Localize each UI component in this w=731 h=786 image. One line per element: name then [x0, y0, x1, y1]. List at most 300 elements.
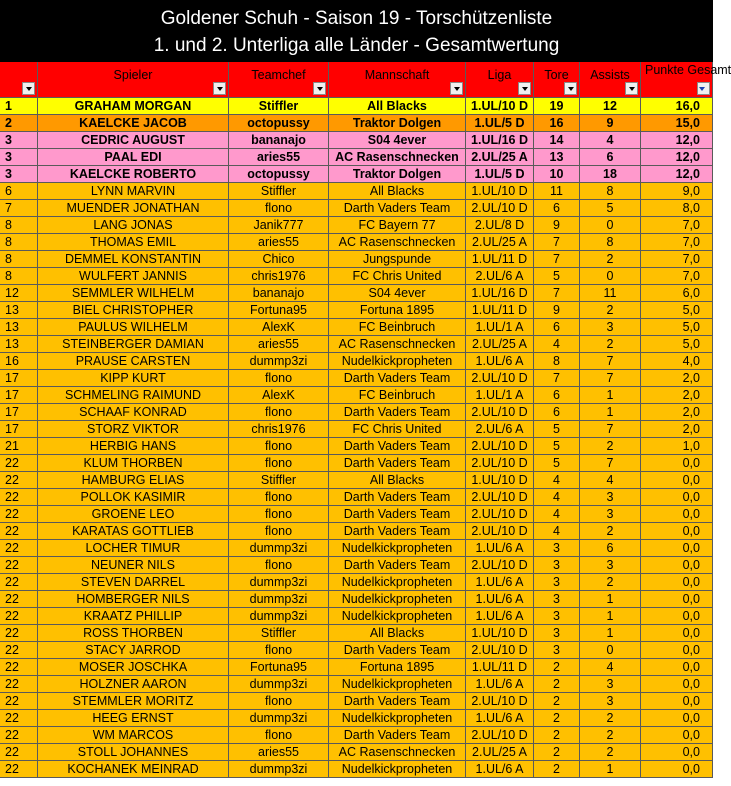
- cell-punkte[interactable]: 7,0: [641, 217, 713, 234]
- cell-assists[interactable]: 7: [580, 421, 641, 438]
- table-row[interactable]: [0, 268, 713, 285]
- cell-assists[interactable]: 1: [580, 608, 641, 625]
- cell-liga[interactable]: 1.UL/16 D: [466, 132, 534, 149]
- cell-assists[interactable]: 2: [580, 523, 641, 540]
- cell-tore[interactable]: 14: [534, 132, 580, 149]
- cell-teamchef[interactable]: aries55: [229, 149, 329, 166]
- cell-mannschaft[interactable]: Darth Vaders Team: [329, 523, 466, 540]
- cell-teamchef[interactable]: dummp3zi: [229, 540, 329, 557]
- cell-spieler[interactable]: NEUNER NILS: [38, 557, 229, 574]
- table-row[interactable]: [0, 387, 713, 404]
- cell-mannschaft[interactable]: Traktor Dolgen: [329, 166, 466, 183]
- cell-teamchef[interactable]: aries55: [229, 234, 329, 251]
- cell-punkte[interactable]: 0,0: [641, 676, 713, 693]
- header-rank[interactable]: [0, 62, 38, 98]
- dropdown-arrow-icon[interactable]: [564, 82, 577, 95]
- cell-spieler[interactable]: SCHMELING RAIMUND: [38, 387, 229, 404]
- cell-mannschaft[interactable]: AC Rasenschnecken: [329, 744, 466, 761]
- table-row[interactable]: [0, 319, 713, 336]
- cell-tore[interactable]: 9: [534, 217, 580, 234]
- table-row[interactable]: [0, 676, 713, 693]
- cell-punkte[interactable]: 8,0: [641, 200, 713, 217]
- cell-rank[interactable]: 22: [0, 557, 38, 574]
- cell-rank[interactable]: 22: [0, 489, 38, 506]
- cell-liga[interactable]: 1.UL/6 A: [466, 761, 534, 778]
- cell-tore[interactable]: 9: [534, 302, 580, 319]
- cell-rank[interactable]: 22: [0, 625, 38, 642]
- cell-spieler[interactable]: DEMMEL KONSTANTIN: [38, 251, 229, 268]
- cell-punkte[interactable]: 0,0: [641, 489, 713, 506]
- cell-rank[interactable]: 17: [0, 387, 38, 404]
- cell-tore[interactable]: 5: [534, 438, 580, 455]
- cell-mannschaft[interactable]: Jungspunde: [329, 251, 466, 268]
- cell-mannschaft[interactable]: Nudelkickpropheten: [329, 591, 466, 608]
- cell-rank[interactable]: 22: [0, 574, 38, 591]
- cell-mannschaft[interactable]: All Blacks: [329, 625, 466, 642]
- cell-mannschaft[interactable]: Nudelkickpropheten: [329, 676, 466, 693]
- cell-teamchef[interactable]: Janik777: [229, 217, 329, 234]
- cell-rank[interactable]: 22: [0, 744, 38, 761]
- cell-spieler[interactable]: ROSS THORBEN: [38, 625, 229, 642]
- cell-spieler[interactable]: HOLZNER AARON: [38, 676, 229, 693]
- cell-spieler[interactable]: KOCHANEK MEINRAD: [38, 761, 229, 778]
- cell-mannschaft[interactable]: AC Rasenschnecken: [329, 149, 466, 166]
- cell-liga[interactable]: 2.UL/10 D: [466, 455, 534, 472]
- cell-punkte[interactable]: 0,0: [641, 642, 713, 659]
- cell-liga[interactable]: 2.UL/10 D: [466, 489, 534, 506]
- cell-teamchef[interactable]: flono: [229, 438, 329, 455]
- cell-spieler[interactable]: WM MARCOS: [38, 727, 229, 744]
- cell-tore[interactable]: 4: [534, 336, 580, 353]
- cell-spieler[interactable]: PRAUSE CARSTEN: [38, 353, 229, 370]
- cell-spieler[interactable]: PAAL EDI: [38, 149, 229, 166]
- cell-teamchef[interactable]: dummp3zi: [229, 353, 329, 370]
- cell-liga[interactable]: 2.UL/25 A: [466, 149, 534, 166]
- cell-spieler[interactable]: KIPP KURT: [38, 370, 229, 387]
- cell-teamchef[interactable]: flono: [229, 370, 329, 387]
- cell-liga[interactable]: 2.UL/6 A: [466, 421, 534, 438]
- cell-punkte[interactable]: 0,0: [641, 591, 713, 608]
- cell-mannschaft[interactable]: AC Rasenschnecken: [329, 336, 466, 353]
- cell-spieler[interactable]: KLUM THORBEN: [38, 455, 229, 472]
- cell-assists[interactable]: 0: [580, 642, 641, 659]
- cell-assists[interactable]: 1: [580, 591, 641, 608]
- cell-punkte[interactable]: 0,0: [641, 659, 713, 676]
- cell-assists[interactable]: 2: [580, 574, 641, 591]
- cell-liga[interactable]: 1.UL/6 A: [466, 591, 534, 608]
- cell-tore[interactable]: 13: [534, 149, 580, 166]
- cell-rank[interactable]: 22: [0, 591, 38, 608]
- cell-liga[interactable]: 1.UL/11 D: [466, 659, 534, 676]
- cell-assists[interactable]: 1: [580, 625, 641, 642]
- cell-spieler[interactable]: STACY JARROD: [38, 642, 229, 659]
- cell-assists[interactable]: 12: [580, 98, 641, 115]
- cell-teamchef[interactable]: chris1976: [229, 268, 329, 285]
- cell-tore[interactable]: 8: [534, 353, 580, 370]
- cell-rank[interactable]: 8: [0, 234, 38, 251]
- header-punkte-gesamt[interactable]: Punkte Gesamt: [641, 62, 713, 98]
- table-row[interactable]: [0, 421, 713, 438]
- cell-tore[interactable]: 5: [534, 268, 580, 285]
- cell-spieler[interactable]: POLLOK KASIMIR: [38, 489, 229, 506]
- header-teamchef[interactable]: Teamchef: [229, 62, 329, 98]
- cell-punkte[interactable]: 0,0: [641, 625, 713, 642]
- cell-spieler[interactable]: KAELCKE ROBERTO: [38, 166, 229, 183]
- cell-liga[interactable]: 1.UL/11 D: [466, 251, 534, 268]
- cell-assists[interactable]: 7: [580, 353, 641, 370]
- cell-punkte[interactable]: 0,0: [641, 506, 713, 523]
- cell-rank[interactable]: 22: [0, 506, 38, 523]
- table-row[interactable]: [0, 608, 713, 625]
- cell-teamchef[interactable]: flono: [229, 523, 329, 540]
- cell-assists[interactable]: 2: [580, 251, 641, 268]
- cell-punkte[interactable]: 0,0: [641, 472, 713, 489]
- cell-spieler[interactable]: KRAATZ PHILLIP: [38, 608, 229, 625]
- cell-mannschaft[interactable]: Nudelkickpropheten: [329, 710, 466, 727]
- cell-assists[interactable]: 5: [580, 200, 641, 217]
- table-row[interactable]: [0, 761, 713, 778]
- cell-assists[interactable]: 4: [580, 472, 641, 489]
- table-row[interactable]: [0, 625, 713, 642]
- dropdown-arrow-icon[interactable]: [213, 82, 226, 95]
- cell-rank[interactable]: 8: [0, 268, 38, 285]
- cell-rank[interactable]: 17: [0, 421, 38, 438]
- cell-mannschaft[interactable]: FC Bayern 77: [329, 217, 466, 234]
- cell-liga[interactable]: 2.UL/8 D: [466, 217, 534, 234]
- cell-teamchef[interactable]: dummp3zi: [229, 761, 329, 778]
- cell-teamchef[interactable]: chris1976: [229, 421, 329, 438]
- cell-tore[interactable]: 2: [534, 659, 580, 676]
- cell-mannschaft[interactable]: Darth Vaders Team: [329, 727, 466, 744]
- cell-teamchef[interactable]: AlexK: [229, 387, 329, 404]
- cell-teamchef[interactable]: flono: [229, 642, 329, 659]
- header-mannschaft[interactable]: Mannschaft: [329, 62, 466, 98]
- cell-tore[interactable]: 5: [534, 455, 580, 472]
- cell-liga[interactable]: 2.UL/25 A: [466, 234, 534, 251]
- cell-punkte[interactable]: 7,0: [641, 251, 713, 268]
- cell-rank[interactable]: 22: [0, 659, 38, 676]
- header-tore[interactable]: Tore: [534, 62, 580, 98]
- cell-spieler[interactable]: STORZ VIKTOR: [38, 421, 229, 438]
- cell-tore[interactable]: 4: [534, 523, 580, 540]
- cell-rank[interactable]: 22: [0, 727, 38, 744]
- cell-tore[interactable]: 7: [534, 370, 580, 387]
- cell-rank[interactable]: 22: [0, 608, 38, 625]
- cell-assists[interactable]: 7: [580, 370, 641, 387]
- table-row[interactable]: [0, 642, 713, 659]
- cell-liga[interactable]: 1.UL/1 A: [466, 319, 534, 336]
- cell-mannschaft[interactable]: All Blacks: [329, 183, 466, 200]
- cell-teamchef[interactable]: flono: [229, 693, 329, 710]
- cell-liga[interactable]: 1.UL/6 A: [466, 676, 534, 693]
- cell-mannschaft[interactable]: Darth Vaders Team: [329, 200, 466, 217]
- cell-rank[interactable]: 2: [0, 115, 38, 132]
- cell-liga[interactable]: 2.UL/10 D: [466, 642, 534, 659]
- cell-punkte[interactable]: 0,0: [641, 557, 713, 574]
- cell-tore[interactable]: 2: [534, 761, 580, 778]
- cell-rank[interactable]: 22: [0, 693, 38, 710]
- cell-tore[interactable]: 16: [534, 115, 580, 132]
- cell-mannschaft[interactable]: Nudelkickpropheten: [329, 608, 466, 625]
- table-row[interactable]: [0, 404, 713, 421]
- cell-mannschaft[interactable]: Nudelkickpropheten: [329, 353, 466, 370]
- table-row[interactable]: [0, 370, 713, 387]
- cell-tore[interactable]: 2: [534, 693, 580, 710]
- cell-rank[interactable]: 12: [0, 285, 38, 302]
- cell-spieler[interactable]: STEINBERGER DAMIAN: [38, 336, 229, 353]
- cell-mannschaft[interactable]: Darth Vaders Team: [329, 489, 466, 506]
- cell-mannschaft[interactable]: S04 4ever: [329, 132, 466, 149]
- cell-punkte[interactable]: 2,0: [641, 404, 713, 421]
- cell-punkte[interactable]: 7,0: [641, 268, 713, 285]
- cell-teamchef[interactable]: flono: [229, 489, 329, 506]
- cell-teamchef[interactable]: octopussy: [229, 115, 329, 132]
- cell-rank[interactable]: 22: [0, 523, 38, 540]
- cell-punkte[interactable]: 0,0: [641, 574, 713, 591]
- cell-teamchef[interactable]: dummp3zi: [229, 574, 329, 591]
- cell-spieler[interactable]: LANG JONAS: [38, 217, 229, 234]
- cell-tore[interactable]: 4: [534, 489, 580, 506]
- cell-rank[interactable]: 8: [0, 217, 38, 234]
- cell-spieler[interactable]: CEDRIC AUGUST: [38, 132, 229, 149]
- cell-punkte[interactable]: 0,0: [641, 693, 713, 710]
- cell-punkte[interactable]: 0,0: [641, 523, 713, 540]
- cell-teamchef[interactable]: Chico: [229, 251, 329, 268]
- cell-liga[interactable]: 2.UL/10 D: [466, 523, 534, 540]
- cell-assists[interactable]: 1: [580, 761, 641, 778]
- cell-punkte[interactable]: 9,0: [641, 183, 713, 200]
- cell-mannschaft[interactable]: Fortuna 1895: [329, 302, 466, 319]
- cell-tore[interactable]: 4: [534, 472, 580, 489]
- cell-teamchef[interactable]: dummp3zi: [229, 591, 329, 608]
- cell-tore[interactable]: 6: [534, 404, 580, 421]
- cell-assists[interactable]: 6: [580, 540, 641, 557]
- cell-tore[interactable]: 3: [534, 540, 580, 557]
- cell-assists[interactable]: 3: [580, 319, 641, 336]
- cell-tore[interactable]: 3: [534, 642, 580, 659]
- cell-assists[interactable]: 7: [580, 455, 641, 472]
- cell-assists[interactable]: 2: [580, 710, 641, 727]
- cell-spieler[interactable]: STOLL JOHANNES: [38, 744, 229, 761]
- cell-punkte[interactable]: 2,0: [641, 370, 713, 387]
- table-row[interactable]: [0, 115, 713, 132]
- cell-punkte[interactable]: 6,0: [641, 285, 713, 302]
- sort-descending-icon[interactable]: [697, 82, 710, 95]
- table-row[interactable]: [0, 353, 713, 370]
- cell-tore[interactable]: 4: [534, 506, 580, 523]
- cell-spieler[interactable]: SEMMLER WILHELM: [38, 285, 229, 302]
- cell-rank[interactable]: 1: [0, 98, 38, 115]
- cell-teamchef[interactable]: aries55: [229, 744, 329, 761]
- cell-assists[interactable]: 9: [580, 115, 641, 132]
- cell-liga[interactable]: 1.UL/10 D: [466, 183, 534, 200]
- cell-spieler[interactable]: HEEG ERNST: [38, 710, 229, 727]
- cell-rank[interactable]: 13: [0, 302, 38, 319]
- table-row[interactable]: [0, 489, 713, 506]
- cell-tore[interactable]: 6: [534, 319, 580, 336]
- table-row[interactable]: [0, 183, 713, 200]
- cell-teamchef[interactable]: AlexK: [229, 319, 329, 336]
- cell-mannschaft[interactable]: All Blacks: [329, 472, 466, 489]
- table-row[interactable]: [0, 251, 713, 268]
- table-row[interactable]: [0, 336, 713, 353]
- cell-spieler[interactable]: STEVEN DARREL: [38, 574, 229, 591]
- cell-assists[interactable]: 4: [580, 659, 641, 676]
- cell-liga[interactable]: 1.UL/10 D: [466, 625, 534, 642]
- cell-mannschaft[interactable]: Darth Vaders Team: [329, 642, 466, 659]
- cell-teamchef[interactable]: Stiffler: [229, 98, 329, 115]
- cell-spieler[interactable]: WULFERT JANNIS: [38, 268, 229, 285]
- cell-rank[interactable]: 22: [0, 472, 38, 489]
- cell-liga[interactable]: 1.UL/10 D: [466, 472, 534, 489]
- dropdown-arrow-icon[interactable]: [313, 82, 326, 95]
- cell-teamchef[interactable]: bananajo: [229, 285, 329, 302]
- cell-mannschaft[interactable]: Darth Vaders Team: [329, 370, 466, 387]
- cell-mannschaft[interactable]: Darth Vaders Team: [329, 455, 466, 472]
- cell-tore[interactable]: 2: [534, 676, 580, 693]
- cell-teamchef[interactable]: dummp3zi: [229, 676, 329, 693]
- cell-liga[interactable]: 1.UL/6 A: [466, 608, 534, 625]
- cell-assists[interactable]: 1: [580, 387, 641, 404]
- cell-rank[interactable]: 21: [0, 438, 38, 455]
- table-row[interactable]: [0, 540, 713, 557]
- cell-spieler[interactable]: MOSER JOSCHKA: [38, 659, 229, 676]
- cell-spieler[interactable]: STEMMLER MORITZ: [38, 693, 229, 710]
- cell-spieler[interactable]: GROENE LEO: [38, 506, 229, 523]
- table-row[interactable]: [0, 166, 713, 183]
- cell-spieler[interactable]: KAELCKE JACOB: [38, 115, 229, 132]
- cell-rank[interactable]: 3: [0, 149, 38, 166]
- cell-liga[interactable]: 1.UL/5 D: [466, 166, 534, 183]
- cell-tore[interactable]: 3: [534, 591, 580, 608]
- dropdown-arrow-icon[interactable]: [518, 82, 531, 95]
- cell-tore[interactable]: 7: [534, 251, 580, 268]
- cell-spieler[interactable]: GRAHAM MORGAN: [38, 98, 229, 115]
- cell-spieler[interactable]: LYNN MARVIN: [38, 183, 229, 200]
- cell-rank[interactable]: 22: [0, 455, 38, 472]
- cell-spieler[interactable]: KARATAS GOTTLIEB: [38, 523, 229, 540]
- cell-assists[interactable]: 0: [580, 268, 641, 285]
- cell-teamchef[interactable]: aries55: [229, 336, 329, 353]
- cell-assists[interactable]: 11: [580, 285, 641, 302]
- cell-liga[interactable]: 1.UL/6 A: [466, 353, 534, 370]
- cell-punkte[interactable]: 0,0: [641, 608, 713, 625]
- cell-tore[interactable]: 3: [534, 574, 580, 591]
- cell-tore[interactable]: 11: [534, 183, 580, 200]
- cell-assists[interactable]: 2: [580, 302, 641, 319]
- cell-liga[interactable]: 1.UL/10 D: [466, 98, 534, 115]
- cell-tore[interactable]: 2: [534, 744, 580, 761]
- table-row[interactable]: [0, 234, 713, 251]
- cell-liga[interactable]: 1.UL/16 D: [466, 285, 534, 302]
- cell-teamchef[interactable]: Stiffler: [229, 472, 329, 489]
- cell-punkte[interactable]: 16,0: [641, 98, 713, 115]
- cell-mannschaft[interactable]: S04 4ever: [329, 285, 466, 302]
- cell-punkte[interactable]: 0,0: [641, 540, 713, 557]
- cell-assists[interactable]: 2: [580, 744, 641, 761]
- table-row[interactable]: [0, 455, 713, 472]
- cell-teamchef[interactable]: flono: [229, 404, 329, 421]
- cell-liga[interactable]: 1.UL/5 D: [466, 115, 534, 132]
- cell-spieler[interactable]: HERBIG HANS: [38, 438, 229, 455]
- cell-assists[interactable]: 0: [580, 217, 641, 234]
- cell-mannschaft[interactable]: FC Beinbruch: [329, 319, 466, 336]
- cell-mannschaft[interactable]: Nudelkickpropheten: [329, 540, 466, 557]
- cell-assists[interactable]: 1: [580, 404, 641, 421]
- cell-assists[interactable]: 3: [580, 557, 641, 574]
- table-row[interactable]: [0, 217, 713, 234]
- cell-assists[interactable]: 2: [580, 336, 641, 353]
- cell-liga[interactable]: 2.UL/10 D: [466, 438, 534, 455]
- cell-assists[interactable]: 8: [580, 234, 641, 251]
- cell-mannschaft[interactable]: AC Rasenschnecken: [329, 234, 466, 251]
- cell-punkte[interactable]: 0,0: [641, 455, 713, 472]
- cell-mannschaft[interactable]: All Blacks: [329, 98, 466, 115]
- cell-teamchef[interactable]: Fortuna95: [229, 302, 329, 319]
- header-liga[interactable]: Liga: [466, 62, 534, 98]
- cell-punkte[interactable]: 12,0: [641, 149, 713, 166]
- cell-assists[interactable]: 3: [580, 506, 641, 523]
- cell-liga[interactable]: 2.UL/10 D: [466, 727, 534, 744]
- cell-mannschaft[interactable]: Nudelkickpropheten: [329, 761, 466, 778]
- cell-tore[interactable]: 5: [534, 421, 580, 438]
- cell-rank[interactable]: 6: [0, 183, 38, 200]
- table-row[interactable]: [0, 591, 713, 608]
- cell-liga[interactable]: 1.UL/11 D: [466, 302, 534, 319]
- cell-assists[interactable]: 3: [580, 489, 641, 506]
- cell-spieler[interactable]: THOMAS EMIL: [38, 234, 229, 251]
- cell-teamchef[interactable]: dummp3zi: [229, 608, 329, 625]
- table-row[interactable]: [0, 438, 713, 455]
- cell-assists[interactable]: 4: [580, 132, 641, 149]
- cell-teamchef[interactable]: Fortuna95: [229, 659, 329, 676]
- cell-rank[interactable]: 7: [0, 200, 38, 217]
- cell-assists[interactable]: 6: [580, 149, 641, 166]
- cell-rank[interactable]: 22: [0, 710, 38, 727]
- cell-mannschaft[interactable]: Darth Vaders Team: [329, 438, 466, 455]
- cell-spieler[interactable]: LOCHER TIMUR: [38, 540, 229, 557]
- table-row[interactable]: [0, 302, 713, 319]
- cell-spieler[interactable]: HAMBURG ELIAS: [38, 472, 229, 489]
- cell-tore[interactable]: 10: [534, 166, 580, 183]
- cell-spieler[interactable]: PAULUS WILHELM: [38, 319, 229, 336]
- cell-mannschaft[interactable]: Darth Vaders Team: [329, 506, 466, 523]
- cell-punkte[interactable]: 5,0: [641, 319, 713, 336]
- cell-punkte[interactable]: 2,0: [641, 421, 713, 438]
- cell-teamchef[interactable]: flono: [229, 557, 329, 574]
- cell-liga[interactable]: 2.UL/10 D: [466, 200, 534, 217]
- cell-rank[interactable]: 22: [0, 642, 38, 659]
- cell-tore[interactable]: 3: [534, 557, 580, 574]
- cell-tore[interactable]: 2: [534, 710, 580, 727]
- dropdown-arrow-icon[interactable]: [625, 82, 638, 95]
- cell-liga[interactable]: 2.UL/25 A: [466, 744, 534, 761]
- cell-liga[interactable]: 1.UL/6 A: [466, 574, 534, 591]
- table-row[interactable]: [0, 727, 713, 744]
- cell-liga[interactable]: 1.UL/6 A: [466, 540, 534, 557]
- cell-liga[interactable]: 2.UL/10 D: [466, 557, 534, 574]
- cell-tore[interactable]: 6: [534, 200, 580, 217]
- cell-spieler[interactable]: HOMBERGER NILS: [38, 591, 229, 608]
- cell-punkte[interactable]: 0,0: [641, 744, 713, 761]
- cell-tore[interactable]: 3: [534, 608, 580, 625]
- cell-mannschaft[interactable]: Fortuna 1895: [329, 659, 466, 676]
- cell-punkte[interactable]: 0,0: [641, 761, 713, 778]
- cell-rank[interactable]: 22: [0, 761, 38, 778]
- cell-rank[interactable]: 13: [0, 336, 38, 353]
- cell-liga[interactable]: 2.UL/6 A: [466, 268, 534, 285]
- cell-mannschaft[interactable]: Traktor Dolgen: [329, 115, 466, 132]
